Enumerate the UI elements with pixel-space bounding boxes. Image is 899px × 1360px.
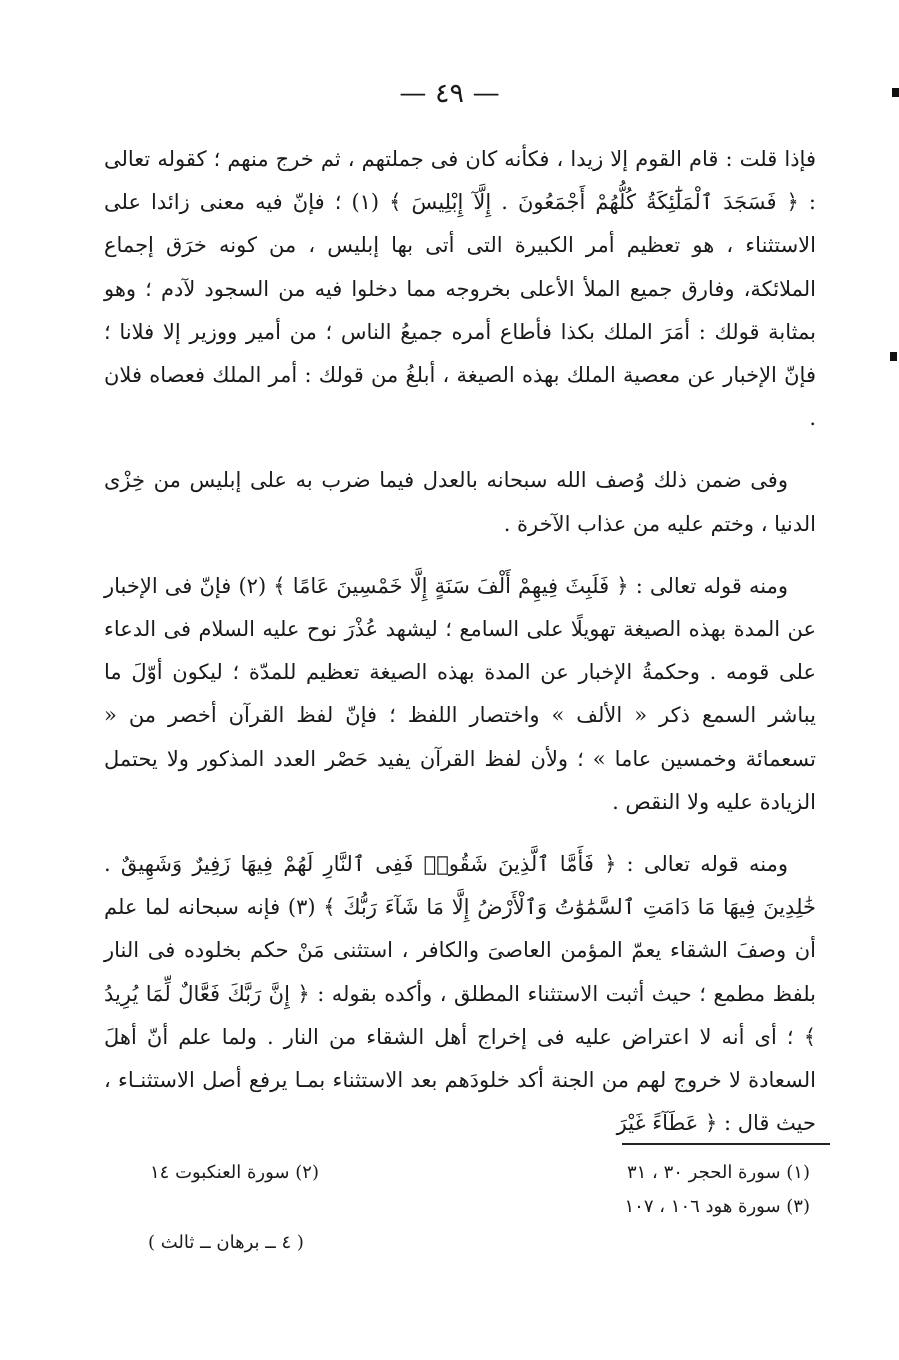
margin-mark xyxy=(892,88,899,97)
paragraph: وفى ضمن ذلك وُصف الله سبحانه بالعدل فيما ضرب به على إبليس من خِزْى الدنيا ، وختم عليه من عذاب الآخرة . xyxy=(104,468,816,536)
paragraph: ومنه قوله تعالى : ﴿ فَأَمَّا ٱلَّذِينَ شَقُوا۟ فَفِى ٱلنَّارِ لَهُمْ فِيهَا زَفِيرٌ وَشَهِيقٌ . خَٰلِدِينَ فِيهَا مَا دَامَتِ ٱلسَّمَٰوَٰتُ وَٱلْأَرْضُ إِلَّا مَا شَآءَ رَبُّكَ ﴾ (٣) فإنه سبحانه لما علم أن وصفَ الشقاء يعمّ المؤمن العاصىَ والكافر ، استثنى مَنْ حكم بخلوده فى النار بلفظ مطمع ؛ حيث أثبت الاستثناء المطلق ، وأكده بقوله : ﴿ إِنَّ رَبَّكَ فَعَّالٌ لِّمَا يُرِيدُ ﴾ ؛ أى أنه لا اعتراض عليه فى إخراج أهل الشقاء من النار . ولما علم أنّ أهلَ السعادة لا خروج لهم من الجنة أكد خلودَهم بعد الاستثناء بمـا يرفع أصل الاستثنـاء ، حيث قال : ﴿ عَطَآءً غَيْرَ xyxy=(104,852,817,1136)
margin-mark xyxy=(890,352,897,361)
paragraph: فإذا قلت : قام القوم إلا زيدا ، فكأنه كان فى جملتهم ، ثم خرج منهم ؛ كقوله تعالى : ﴿ فَسَجَدَ ٱلْمَلَٰٓئِكَةُ كُلُّهُمْ أَجْمَعُونَ . إِلَّآ إِبْلِيسَ ﴾ (١) ؛ فإنّ فيه معنى زائدا على الاستثناء ، هو تعظيم أمر الكبيرة التى أتى بها إبليس ، من كونه خرَق إجماع الملائكة، وفارق جميع الملأ الأعلى بخروجه مما دخلوا فيه من السجود لآدم ؛ وهو بمثابة قولك : أمَرَ الملك بكذا فأطاع أمره جميعُ الناس ؛ من أمير ووزير إلا فلانا ؛ فإنّ الإخبار عن معصية الملك بهذه الصيغة ، أبلغُ من قولك : أمر الملك فعصاه فلان . xyxy=(104,147,816,431)
printer-signature: ( ٤ ــ برهان ــ ثالث ) xyxy=(148,1232,304,1253)
footnote-1: (١) سورة الحجر ٣٠ ، ٣١ xyxy=(626,1162,810,1183)
footnote-row xyxy=(150,1156,810,1190)
footnote-2: (٢) سورة العنكبوت ١٤ xyxy=(150,1162,319,1183)
page-number: — ٤٩ — xyxy=(399,78,500,109)
body-text xyxy=(104,138,816,1145)
footnote-row xyxy=(150,1190,810,1224)
footnotes xyxy=(150,1156,810,1224)
paragraph: ومنه قوله تعالى : ﴿ فَلَبِثَ فِيهِمْ أَلْفَ سَنَةٍ إِلَّا خَمْسِينَ عَامًا ﴾ (٢) فإنّ فى الإخبار عن المدة بهذه الصيغة تهويلًا على السامع ؛ ليشهد عُذْرَ نوح عليه السلام فى الدعاء على قومه . وحكمةُ الإخبار عن المدة بهذه الصيغة تعظيم للمدّة ؛ ليكون أوّلَ ما يباشر السمع ذكر « الألف » واختصار اللفظ ؛ فإنّ لفظ القرآن أخصر من « تسعمائة وخمسين عاما » ؛ ولأن لفظ القرآن يفيد حَصْر العدد المذكور ولا يحتمل الزيادة عليه ولا النقص . xyxy=(104,573,816,814)
footnote-3: (٣) سورة هود ١٠٦ ، ١٠٧ xyxy=(624,1196,810,1217)
footnote-divider xyxy=(622,1143,830,1145)
